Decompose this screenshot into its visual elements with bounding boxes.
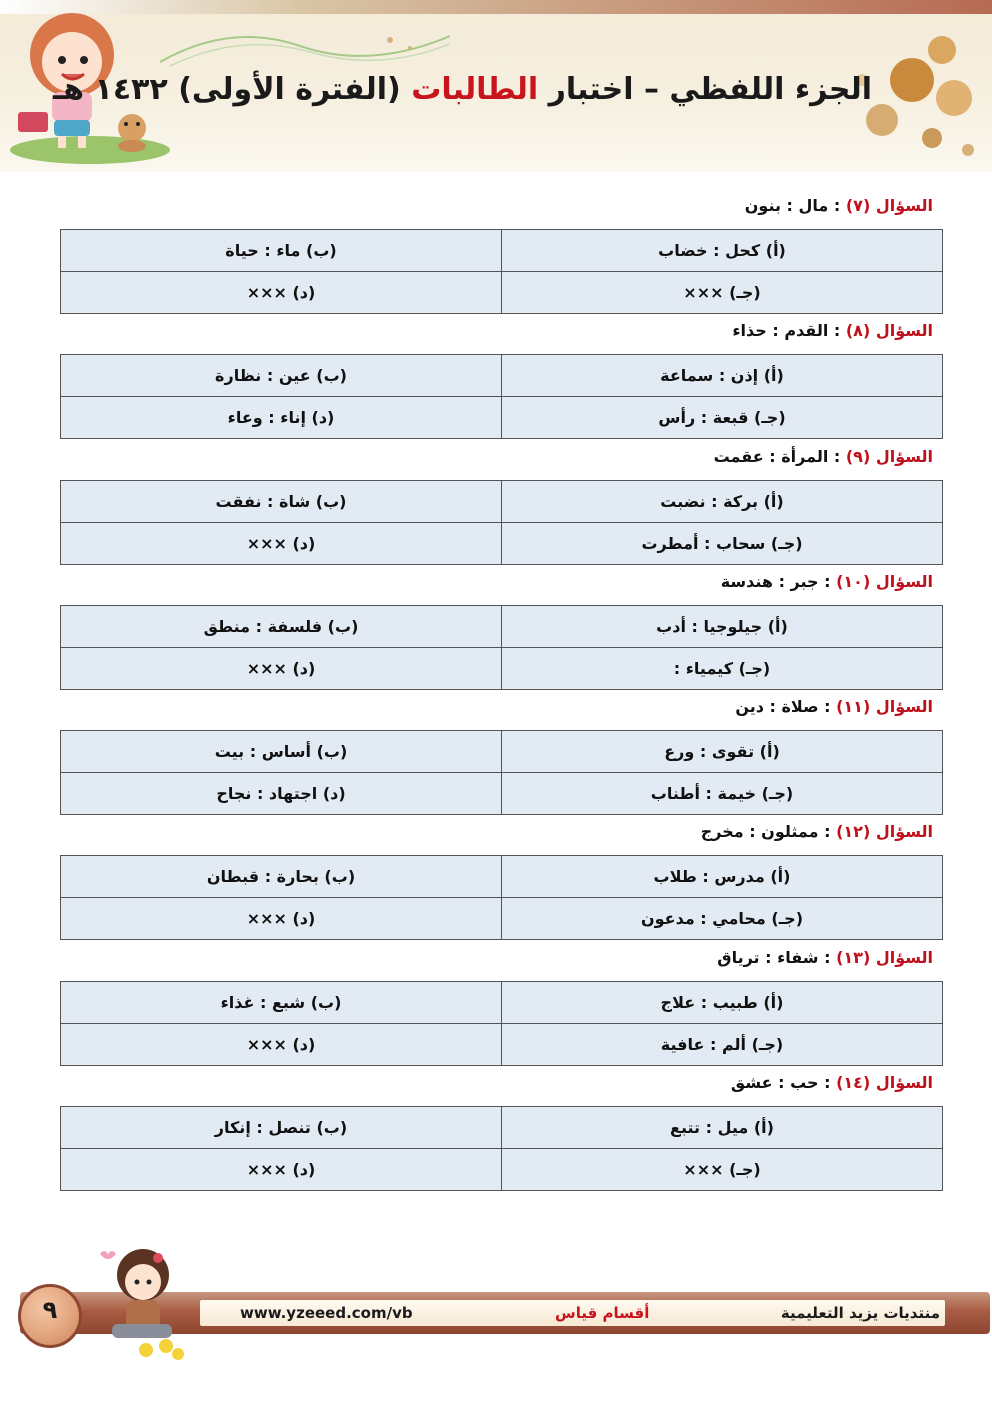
question-stem: حب : عشق: [730, 1073, 819, 1093]
question-label: السؤال (١٢): [836, 822, 933, 842]
option-d: (د) إناء : وعاء: [61, 397, 502, 439]
question-separator: :: [828, 321, 846, 341]
options-table: [60, 730, 943, 815]
page-number: ٩: [42, 1296, 58, 1324]
question-title: [735, 697, 933, 723]
options-table: [60, 354, 943, 439]
footer-section-label: أقسام قياس: [555, 1304, 650, 1322]
question-separator: :: [818, 822, 837, 842]
option-a: (أ) بركة : نضبت: [502, 480, 943, 522]
question-stem: جبر : هندسة: [720, 571, 819, 591]
question-label: السؤال (٧): [845, 196, 933, 215]
option-b: (ب) فلسفة : منطق: [61, 605, 502, 647]
question-label: السؤال (١٤): [836, 1073, 933, 1093]
table-row: [61, 1107, 943, 1149]
question-label: السؤال (١١): [836, 697, 933, 717]
question-12: [60, 818, 943, 943]
question-title: [745, 196, 933, 222]
question-8: [60, 317, 943, 442]
table-row: [61, 1149, 943, 1191]
table-row: [61, 355, 943, 397]
question-separator: :: [818, 571, 837, 591]
option-d: (د) اجتهاد : نجاح: [61, 773, 502, 815]
option-d: (د) ×××: [61, 1149, 502, 1191]
table-row: [61, 981, 943, 1023]
question-7: [60, 192, 943, 317]
option-c: (جـ) سحاب : أمطرت: [502, 522, 943, 564]
option-b: (ب) ماء : حياة: [61, 230, 502, 272]
title-part-2: (الفترة الأولى) ١٤٣٢ هـ: [53, 72, 412, 107]
question-stem: القدم : حذاء: [732, 321, 829, 341]
table-row: [61, 647, 943, 689]
option-d: (د) ×××: [61, 522, 502, 564]
option-b: (ب) أساس : بيت: [61, 731, 502, 773]
question-14: [60, 1069, 943, 1194]
girl-with-chicks-icon: [88, 1240, 198, 1365]
table-row: [61, 522, 943, 564]
option-c: (جـ) كيمياء :: [502, 647, 943, 689]
question-10: [60, 568, 943, 693]
option-a: (أ) كحل : خضاب: [502, 230, 943, 272]
option-a: (أ) ميل : تتبع: [502, 1107, 943, 1149]
options-table: [60, 229, 943, 314]
option-b: (ب) شاة : نفقت: [61, 480, 502, 522]
option-a: (أ) طبيب : علاج: [502, 981, 943, 1023]
options-table: [60, 605, 943, 690]
question-stem: صلاة : دين: [735, 697, 819, 717]
question-title: [721, 572, 933, 598]
question-stem: المرأة : عقمت: [713, 446, 829, 466]
page-header: [0, 0, 992, 172]
table-row: [61, 480, 943, 522]
question-9: [60, 443, 943, 568]
question-title: [731, 1073, 933, 1099]
table-row: [61, 731, 943, 773]
page-title: [53, 72, 872, 107]
option-b: (ب) بحارة : قبطان: [61, 856, 502, 898]
question-separator: :: [828, 196, 846, 215]
options-table: [60, 855, 943, 940]
footer-site-link[interactable]: www.yzeeed.com/vb: [240, 1304, 413, 1322]
option-a: (أ) إذن : سماعة: [502, 355, 943, 397]
questions-list: [60, 192, 943, 1194]
option-a: (أ) مدرس : طلاب: [502, 856, 943, 898]
option-a: (أ) جيلوجيا : أدب: [502, 605, 943, 647]
question-title: [717, 948, 933, 974]
question-title: [714, 447, 933, 473]
question-label: السؤال (٨): [845, 321, 933, 341]
question-stem: ممثلون : مخرج: [700, 822, 819, 842]
question-stem: مال : بنون: [744, 196, 829, 215]
table-row: [61, 397, 943, 439]
option-c: (جـ) خيمة : أطناب: [502, 773, 943, 815]
option-b: (ب) عين : نظارة: [61, 355, 502, 397]
question-label: السؤال (٩): [845, 446, 933, 466]
table-row: [61, 605, 943, 647]
option-c: (جـ) محامي : مدعون: [502, 898, 943, 940]
options-table: [60, 1106, 943, 1191]
footer-forum-name: منتديات يزيد التعليمية: [780, 1304, 940, 1322]
option-c: (جـ) قبعة : رأس: [502, 397, 943, 439]
option-b: (ب) تنصل : إنكار: [61, 1107, 502, 1149]
option-c: (جـ) ألم : عافية: [502, 1023, 943, 1065]
swirl-decoration-icon: [160, 22, 450, 72]
question-separator: :: [818, 697, 837, 717]
table-row: [61, 856, 943, 898]
question-title: [701, 822, 933, 848]
title-part-1: الجزء اللفظي – اختبار: [538, 72, 872, 107]
option-c: (جـ) ×××: [502, 1149, 943, 1191]
table-row: [61, 272, 943, 314]
question-separator: :: [818, 947, 837, 967]
option-c: (جـ) ×××: [502, 272, 943, 314]
table-row: [61, 773, 943, 815]
option-d: (د) ×××: [61, 898, 502, 940]
options-table: [60, 480, 943, 565]
question-label: السؤال (١٠): [836, 571, 933, 591]
option-d: (د) ×××: [61, 272, 502, 314]
question-separator: :: [818, 1073, 837, 1093]
question-stem: شفاء : ترياق: [717, 947, 819, 967]
option-b: (ب) شبع : غذاء: [61, 981, 502, 1023]
question-11: [60, 693, 943, 818]
table-row: [61, 1023, 943, 1065]
option-d: (د) ×××: [61, 1023, 502, 1065]
option-d: (د) ×××: [61, 647, 502, 689]
question-title: [732, 321, 933, 347]
table-row: [61, 898, 943, 940]
question-label: السؤال (١٣): [836, 947, 933, 967]
title-highlight: الطالبات: [411, 72, 539, 107]
option-a: (أ) تقوى : ورع: [502, 731, 943, 773]
question-13: [60, 944, 943, 1069]
options-table: [60, 981, 943, 1066]
question-separator: :: [828, 446, 846, 466]
table-row: [61, 230, 943, 272]
